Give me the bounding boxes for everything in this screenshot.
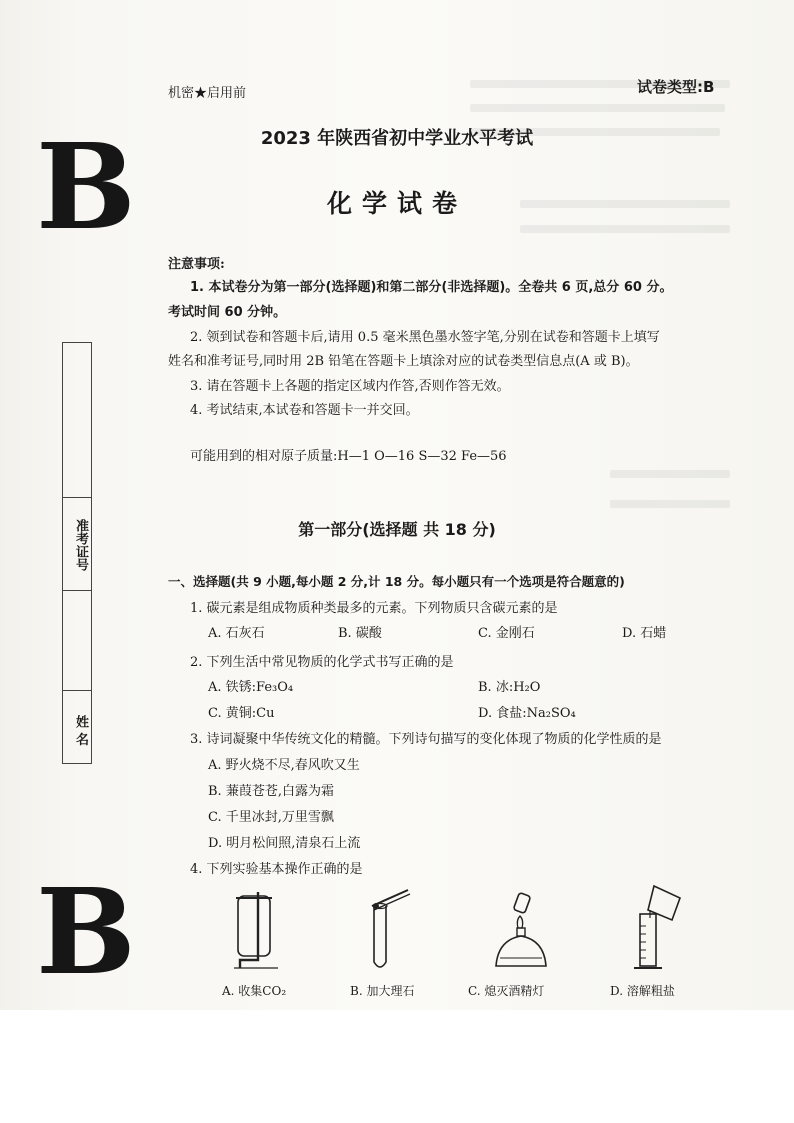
q2-option-c: C. 黄铜:Cu [208,706,275,721]
q3-option-a: A. 野火烧不尽,春风吹又生 [208,758,360,773]
notice-item-3: 3. 请在答题卡上各题的指定区域内作答,否则作答无效。 [190,379,510,394]
q4-option-d: D. 溶解粗盐 [610,984,675,998]
exam-title: 2023 年陕西省初中学业水平考试 [260,128,534,149]
paper-type-letter-bottom: B [36,862,136,1001]
notice-item-1-cont: 考试时间 60 分钟。 [168,305,287,320]
q3-option-b: B. 蒹葭苍苍,白露为霜 [208,784,334,799]
show-through-mark [610,500,730,508]
paper-type-letter-top: B [36,117,136,256]
q4-option-c: C. 熄灭酒精灯 [468,984,545,998]
part1-title: 第一部分(选择题 共 18 分) [298,520,496,539]
notice-heading: 注意事项: [168,257,225,272]
q3-option-d: D. 明月松间照,清泉石上流 [208,836,361,851]
show-through-mark [610,470,730,478]
exam-id-label: 准考证号 [73,519,88,571]
name-label: 姓 名 [73,714,88,746]
atomic-mass-line: 可能用到的相对原子质量:H—1 O—16 S—32 Fe—56 [190,449,507,464]
notice-item-4: 4. 考试结束,本试卷和答题卡一并交回。 [190,403,419,418]
confidential-mark: 机密★启用前 [168,86,247,101]
show-through-mark [470,104,725,112]
question-1-stem: 1. 碳元素是组成物质种类最多的元素。下列物质只含碳元素的是 [190,601,558,616]
q1-option-a: A. 石灰石 [208,626,265,641]
notice-item-1: 1. 本试卷分为第一部分(选择题)和第二部分(非选择题)。全卷共 6 页,总分 60 分。 [190,280,673,295]
subject-title: 化学试卷 [326,189,467,218]
q4-option-a: A. 收集CO₂ [222,984,287,998]
graduated-cylinder-figure [614,880,694,976]
section-heading: 一、选择题(共 9 小题,每小题 2 分,计 18 分。每小题只有一个选项是符合题意的) [168,574,625,589]
q4-option-b: B. 加大理石 [350,984,415,998]
q2-option-a: A. 铁锈:Fe₃O₄ [208,680,294,695]
notice-item-2-cont: 姓名和准考证号,同时用 2B 铅笔在答题卡上填涂对应的试卷类型信息点(A 或 B)。 [168,354,639,369]
alcohol-lamp-figure [486,890,556,974]
q3-option-c: C. 千里冰封,万里雪飘 [208,810,334,825]
question-4-stem: 4. 下列实验基本操作正确的是 [190,862,363,877]
notice-item-2: 2. 领到试卷和答题卡后,请用 0.5 毫米黑色墨水签字笔,分别在试卷和答题卡上填写 [190,330,660,345]
question-2-stem: 2. 下列生活中常见物质的化学式书写正确的是 [190,655,454,670]
q1-option-d: D. 石蜡 [622,626,667,641]
show-through-mark [520,225,730,233]
q1-option-c: C. 金刚石 [478,626,535,641]
paper-type: 试卷类型:B [637,78,715,96]
gas-bottle-figure [228,890,284,972]
q2-option-b: B. 冰:H₂O [478,680,541,695]
question-3-stem: 3. 诗词凝聚中华传统文化的精髓。下列诗句描写的变化体现了物质的化学性质的是 [190,732,662,747]
q1-option-b: B. 碳酸 [338,626,382,641]
test-tube-figure [360,886,420,974]
q2-option-d: D. 食盐:Na₂SO₄ [478,706,576,721]
